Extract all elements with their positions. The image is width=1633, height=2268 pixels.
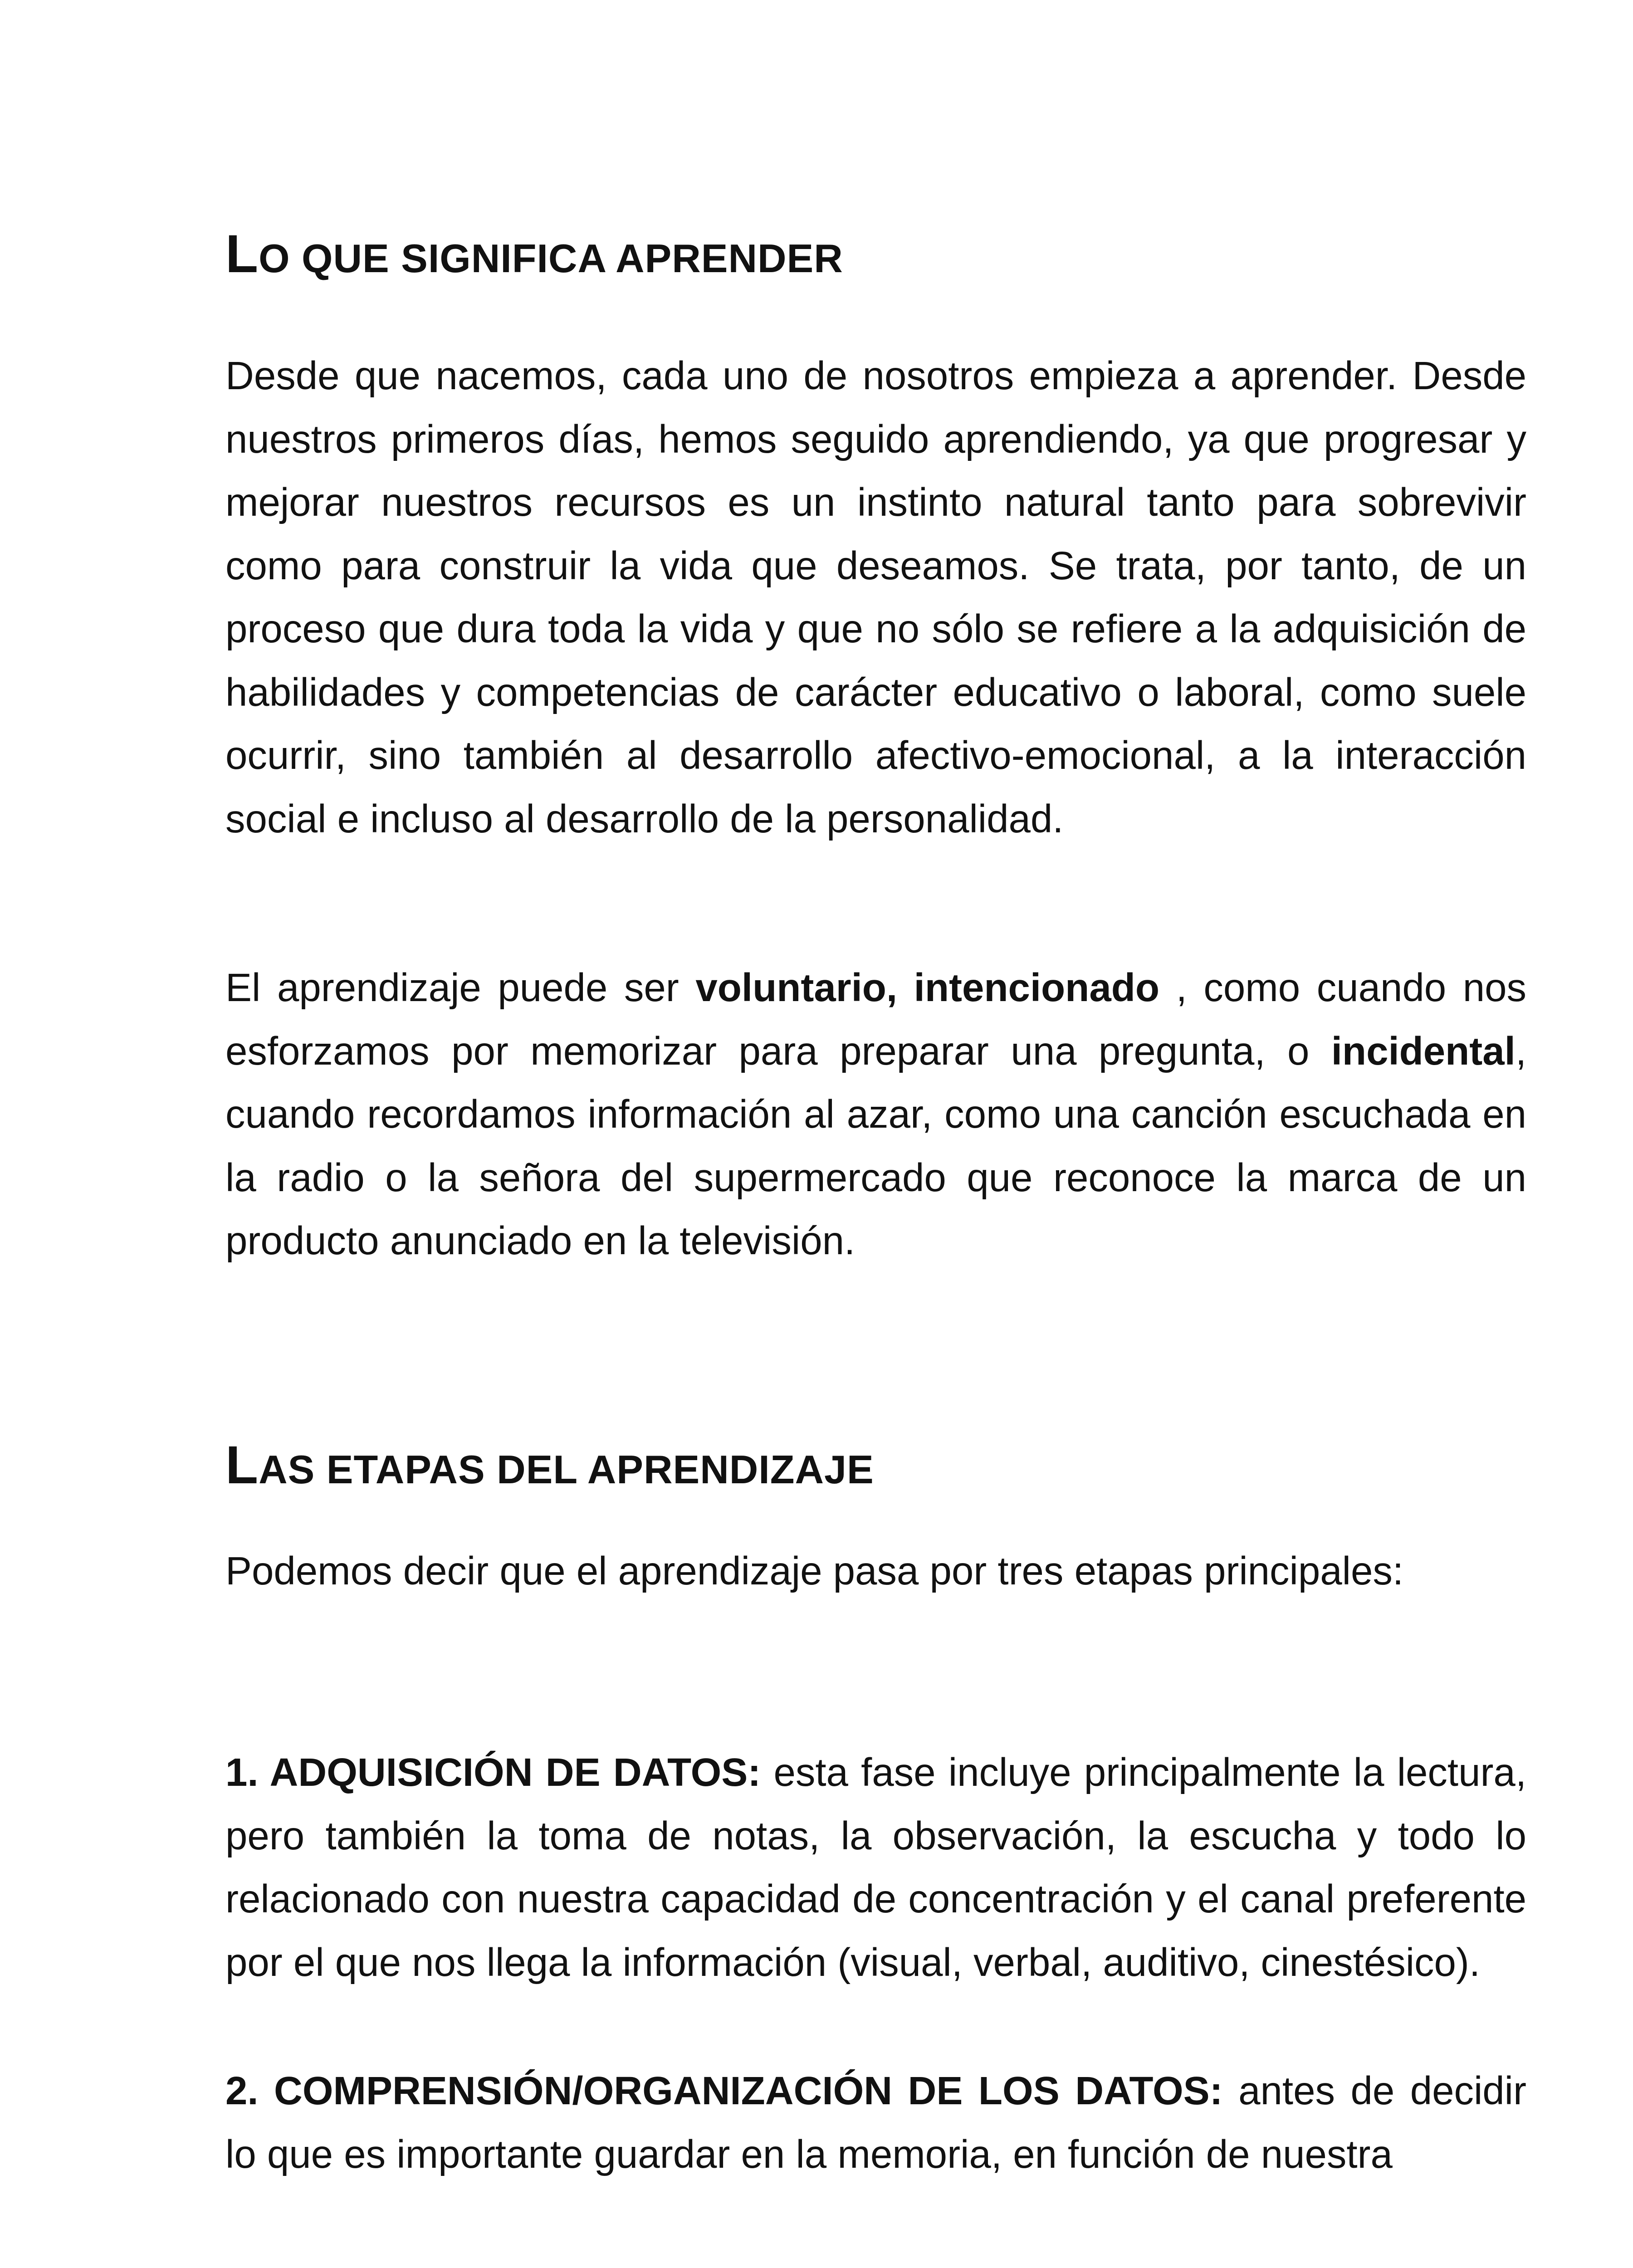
- heading-initial: L: [225, 224, 259, 284]
- paragraph-stages-intro: Podemos decir que el aprendizaje pasa por tres etapas principales:: [225, 1549, 1404, 1593]
- text-run: , como cuando nos esforzamos por memorizar para preparar una pregunta, o: [225, 966, 1527, 1073]
- text-run: El aprendizaje puede ser: [225, 966, 696, 1010]
- bold-term-voluntary: voluntario, intencionado: [695, 966, 1159, 1010]
- stage-label: 1. ADQUISICIÓN DE DATOS:: [225, 1750, 761, 1794]
- text-run: , cuando recordamos información al azar, como una canción escuchada en la radio o la señora del supermercado que reconoce la marca de un producto anunciado en la televisión.: [225, 1029, 1526, 1263]
- section-heading-meaning: [225, 223, 843, 285]
- paragraph-learning-intro: Desde que nacemos, cada uno de nosotros empieza a aprender. Desde nuestros primeros días, hemos seguido aprendiendo, ya que progresar y mejorar nuestros recursos es un instinto natural tanto para sobrevivir como para construir la vida que deseamos. Se trata, por tanto, de un proceso que dura toda la vida y que no sólo se refiere a la adquisición de habilidades y competencias de carácter educativo o laboral, como suele ocurrir, sino también al desarrollo afectivo-emocional, a la interacción social e incluso al desarrollo de la personalidad.: [225, 354, 1526, 841]
- stage-item-1: [225, 1741, 1526, 1994]
- section-heading-stages: [225, 1434, 874, 1496]
- stage-item-2: [225, 2059, 1526, 2186]
- heading-rest: O QUE SIGNIFICA APRENDER: [259, 236, 843, 281]
- stage-label: 2. COMPRENSIÓN/ORGANIZACIÓN DE LOS DATOS:: [225, 2069, 1223, 2113]
- heading-initial: L: [225, 1435, 259, 1495]
- bold-term-incidental: incidental: [1331, 1029, 1516, 1073]
- paragraph-learning-types: [225, 956, 1526, 1273]
- heading-rest: AS ETAPAS DEL APRENDIZAJE: [259, 1447, 874, 1492]
- stage-text: antes de decidir lo que es importante guardar en la memoria, en función de nuestra: [225, 2069, 1526, 2176]
- stage-text: esta fase incluye principalmente la lectura, pero también la toma de notas, la observación, la escucha y todo lo relacionado con nuestra capacidad de concentración y el canal preferente por el que nos llega la información (visual, verbal, auditivo, cinestésico).: [225, 1750, 1526, 1984]
